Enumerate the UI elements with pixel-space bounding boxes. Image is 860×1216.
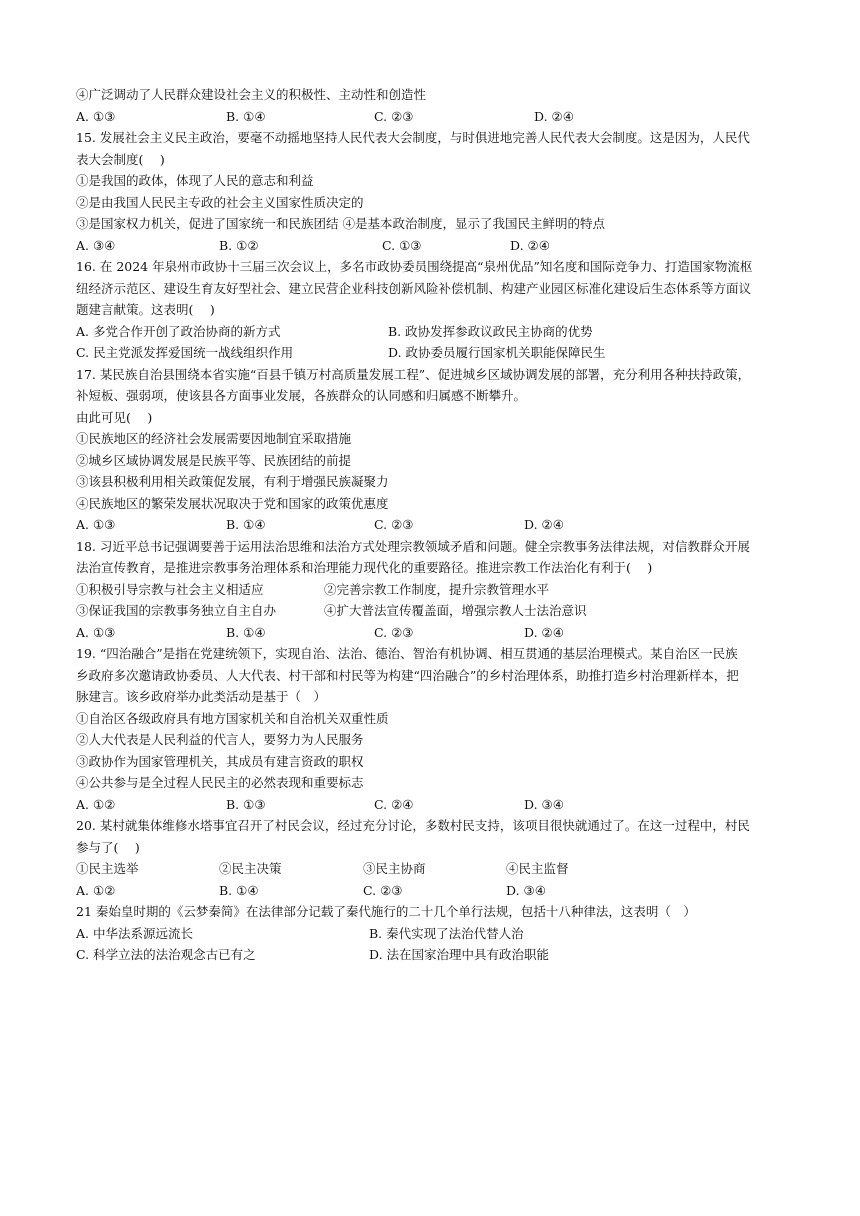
q20-item-4: ④民主监督 xyxy=(506,861,569,876)
q16-option-c[interactable]: C. 民主党派发挥爱国统一战线组织作用 xyxy=(76,345,294,360)
q17-option-a[interactable]: A. ①③ xyxy=(76,517,116,532)
q15-option-d[interactable]: D. ②④ xyxy=(510,237,550,253)
q17-option-d[interactable]: D. ②④ xyxy=(524,517,564,532)
q15-option-a[interactable]: A. ③④ xyxy=(76,237,116,253)
q19-item-2: ②人大代表是人民利益的代言人，要努力为人民服务 xyxy=(76,732,364,747)
q20-items xyxy=(76,858,796,880)
q16-option-d[interactable]: D. 政协委员履行国家机关职能保障民生 xyxy=(388,345,606,360)
q15-options xyxy=(76,235,796,257)
q14-item-4: ④广泛调动了人民群众建设社会主义的积极性、主动性和创造性 xyxy=(76,87,427,102)
q21-option-a[interactable]: A. 中华法系源远流长 xyxy=(76,925,193,941)
q16-options-row-1 xyxy=(76,321,796,343)
q17-option-b[interactable]: B. ①④ xyxy=(226,517,266,532)
q15-stem-line-2: 表大会制度( ) xyxy=(76,151,165,167)
q14-option-a[interactable]: A. ①③ xyxy=(76,108,116,124)
q15-item-1: ①是我国的政体，体现了人民的意志和利益 xyxy=(76,173,314,188)
q18-options xyxy=(76,622,796,644)
q20-item-1: ①民主选举 xyxy=(76,861,139,876)
q19-item-4: ④公共参与是全过程人民民主的必然表现和重要标志 xyxy=(76,775,364,790)
q20-item-2: ②民主决策 xyxy=(219,861,282,876)
q14-option-b[interactable]: B. ①④ xyxy=(226,108,266,124)
q20-option-d[interactable]: D. ③④ xyxy=(506,882,546,898)
q18-item-4: ④扩大普法宣传覆盖面，增强宗教人士法治意识 xyxy=(324,603,587,618)
q17-options xyxy=(76,514,796,536)
q17-item-3: ③该县积极利用相关政策促发展，有利于增强民族凝聚力 xyxy=(76,474,389,489)
q16-stem-line-3: 题建言献策。这表明( ) xyxy=(76,302,215,317)
q15-item-2: ②是由我国人民民主专政的社会主义国家性质决定的 xyxy=(76,194,364,210)
q21-option-d[interactable]: D. 法在国家治理中具有政治职能 xyxy=(369,947,550,962)
q18-stem-line-1: 18. 习近平总书记强调要善于运用法治思维和法治方式处理宗教领域矛盾和问题。健全宗教事务法律法规，对信教群众开展 xyxy=(76,538,750,554)
q17-item-1: ①民族地区的经济社会发展需要因地制宜采取措施 xyxy=(76,431,352,446)
q19-options xyxy=(76,794,796,816)
exam-page xyxy=(76,84,796,966)
q16-stem-line-1: 16. 在 2024 年泉州市政协十三届三次会议上，多名市政协委员围绕提高“泉州优品”知名度和国际竞争力、打造国家物流枢 xyxy=(76,259,753,274)
q21-option-c[interactable]: C. 科学立法的法治观念古已有之 xyxy=(76,947,256,962)
q17-stem-line-1: 17. 某民族自治县围绕本省实施“百县千镇万村高质量发展工程”、促进城乡区域协调发展的部署，充分利用各种扶持政策， xyxy=(76,366,751,382)
q18-item-2: ②完善宗教工作制度，提升宗教管理水平 xyxy=(324,581,550,597)
q18-item-3: ③保证我国的宗教事务独立自主自办 xyxy=(76,603,277,618)
q17-stem-line-3: 由此可见( ) xyxy=(76,409,153,425)
q21-options-row-1 xyxy=(76,923,796,945)
q14-option-d[interactable]: D. ②④ xyxy=(534,108,574,124)
q18-stem-line-2: 法治宣传教育，是推进宗教事务治理体系和治理能力现代化的重要路径。推进宗教工作法治化有利于( ) xyxy=(76,560,653,575)
q19-item-1: ①自治区各级政府具有地方国家机关和自治机关双重性质 xyxy=(76,710,389,726)
q15-item-3-4: ③是国家权力机关，促进了国家统一和民族团结 ④是基本政治制度，显示了我国民主鲜明的特点 xyxy=(76,216,605,231)
q14-options xyxy=(76,106,796,128)
q16-option-b[interactable]: B. 政协发挥参政议政民主协商的优势 xyxy=(388,323,593,339)
q18-items-row-1 xyxy=(76,579,796,601)
q17-stem-line-2: 补短板、强弱项，使该县各方面事业发展，各族群众的认同感和归属感不断攀升。 xyxy=(76,388,527,403)
q20-options xyxy=(76,880,796,902)
q20-option-b[interactable]: B. ①④ xyxy=(219,882,259,898)
q21-stem-line-1: 21 秦始皇时期的《云梦秦简》在法律部分记载了秦代施行的二十几个单行法规，包括十八种律法，这表明（ ） xyxy=(76,904,696,919)
q19-option-b[interactable]: B. ①③ xyxy=(226,796,266,812)
q17-item-2: ②城乡区域协调发展是民族平等、民族团结的前提 xyxy=(76,452,352,468)
q19-item-3: ③政协作为国家管理机关，其成员有建言资政的职权 xyxy=(76,753,364,769)
q18-items-row-2 xyxy=(76,600,796,622)
q18-option-d[interactable]: D. ②④ xyxy=(524,624,564,640)
q20-option-a[interactable]: A. ①② xyxy=(76,882,116,898)
q15-option-b[interactable]: B. ①② xyxy=(219,237,259,253)
q16-stem-line-2: 纽经济示范区、建设生育友好型社会、建立民营企业科技创新风险补偿机制、构建产业园区标准化建设后生态体系等方面议 xyxy=(76,280,752,296)
q20-stem-line-2: 参与了( ) xyxy=(76,839,140,855)
q20-item-3: ③民主协商 xyxy=(363,861,426,876)
q21-options-row-2 xyxy=(76,944,796,966)
q16-options-row-2 xyxy=(76,342,796,364)
q19-stem-line-3: 脉建言。该乡政府举办此类活动是基于（ ） xyxy=(76,689,327,704)
q21-option-b[interactable]: B. 秦代实现了法治代替人治 xyxy=(369,925,524,941)
q19-option-d[interactable]: D. ③④ xyxy=(524,796,564,812)
q18-option-c[interactable]: C. ②③ xyxy=(374,624,414,640)
q16-option-a[interactable]: A. 多党合作开创了政治协商的新方式 xyxy=(76,323,281,339)
q19-stem-line-1: 19. “四治融合”是指在党建统领下，实现自治、法治、德治、智治有机协调、相互贯通的基层治理模式。某自治区一民族 xyxy=(76,646,738,661)
q19-option-a[interactable]: A. ①② xyxy=(76,796,116,812)
q20-option-c[interactable]: C. ②③ xyxy=(363,882,403,898)
q17-item-4: ④民族地区的繁荣发展状况取决于党和国家的政策优惠度 xyxy=(76,495,389,511)
q18-option-a[interactable]: A. ①③ xyxy=(76,624,116,640)
q17-option-c[interactable]: C. ②③ xyxy=(374,517,414,532)
q15-stem-line-1: 15. 发展社会主义民主政治，要毫不动摇地坚持人民代表大会制度，与时俱进地完善人民代表大会制度。这是因为，人民代 xyxy=(76,130,750,145)
q19-stem-line-2: 乡政府多次邀请政协委员、人大代表、村干部和村民等为构建“四治融合”的乡村治理体系，助推打造乡村治理新样本，把 xyxy=(76,667,739,683)
q18-item-1: ①积极引导宗教与社会主义相适应 xyxy=(76,581,264,597)
q15-option-c[interactable]: C. ①③ xyxy=(382,237,422,253)
q20-stem-line-1: 20. 某村就集体维修水塔事宜召开了村民会议，经过充分讨论，多数村民支持，该项目很快就通过了。在这一过程中，村民 xyxy=(76,818,750,833)
q19-option-c[interactable]: C. ②④ xyxy=(374,796,414,812)
q14-option-c[interactable]: C. ②③ xyxy=(374,108,414,124)
q18-option-b[interactable]: B. ①④ xyxy=(226,624,266,640)
